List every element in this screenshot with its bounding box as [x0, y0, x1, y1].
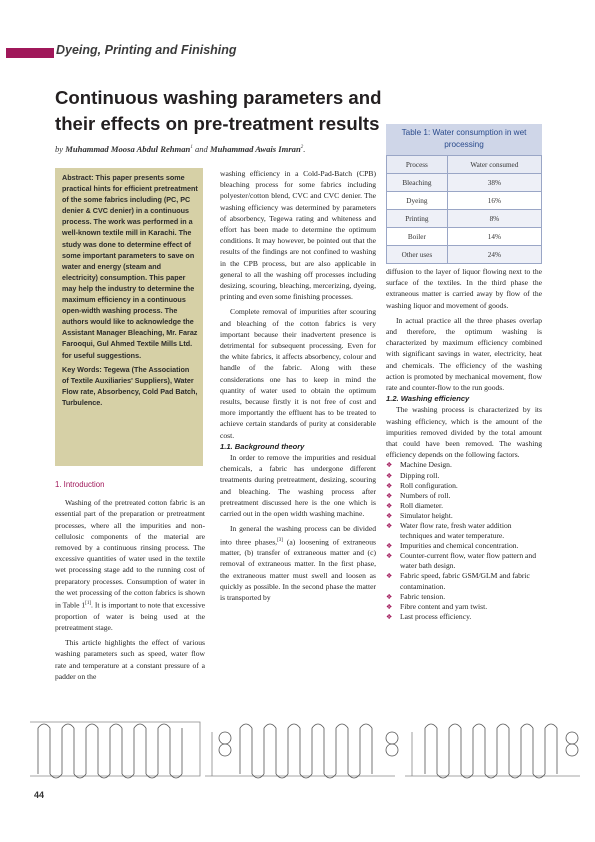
table-header-row — [387, 156, 542, 174]
list-item: ❖ Fibre content and yarn twist. — [386, 602, 542, 612]
header-process: Process — [387, 156, 448, 174]
author-2: Muhammad Awais Imran — [210, 144, 301, 154]
paragraph: The washing process is characterized by its washing efficiency, which is the amount of the impurities removed divided by the total amount that could have been removed. The washing efficiency depends on the following factors. — [386, 405, 542, 460]
table-row: Printing 8% — [387, 210, 542, 228]
table-row: Other uses 24% — [387, 246, 542, 264]
list-item: ❖ Fabric tension. — [386, 592, 542, 602]
header-water-consumed: Water consumed — [447, 156, 541, 174]
heading-washing-efficiency: 1.2. Washing efficiency — [386, 394, 470, 404]
list-item: ❖ Impurities and chemical concentration. — [386, 541, 542, 551]
article-title: Continuous washing parameters and their effects on pre-treatment results — [55, 87, 382, 134]
washing-machine-diagram — [0, 716, 595, 782]
paragraph: This article highlights the effect of various washing parameters such as speed, water flow rate and temperature at a constant pressure of a padder on the — [55, 638, 205, 681]
list-item: ❖ Machine Design. — [386, 460, 542, 470]
list-item: ❖ Dipping roll. — [386, 471, 542, 481]
list-item: ❖ Roll configuration. — [386, 481, 542, 491]
column-3 — [386, 266, 542, 622]
table — [386, 155, 542, 264]
paragraph: In order to remove the impurities and residual chemicals, a fabric has undergone different treatments during pretreatment, desizing, scouring and bleaching. The washing process after pretreatment discussed here is the one which is carried out in the open width washing machine. — [220, 453, 376, 519]
list-item: ❖ Fabric speed, fabric GSM/GLM and fabric contamination. — [386, 571, 542, 591]
list-item: ❖ Simulator height. — [386, 511, 542, 521]
list-item: ❖ Water flow rate, fresh water addition techniques and water temperature. — [386, 521, 542, 541]
paragraph: diffusion to the layer of liquor flowing next to the surface of the textiles. In the third phase the extraneous matter is carried away by flow of the washing liquor and movement of goods. — [386, 267, 542, 310]
list-item: ❖ Roll diameter. — [386, 501, 542, 511]
author-1: Muhammad Moosa Abdul Rehman — [65, 144, 191, 154]
byline: by Muhammad Moosa Abdul Rehman$^1$ and Muhammad Awais Imran$^2$. — [55, 144, 306, 154]
paragraph: In actual practice all the three phases overlap and therefore, the optimum washing is characterized by maximum efficiency combined with significant savings in water, electricity, heat and chemicals. The efficiency of the washing action is promoted by mechanical movement, flow rate and counter-flow to the run goods. — [386, 315, 542, 393]
paragraph: washing efficiency in a Cold-Pad-Batch (CPB) bleaching process for some fabrics including polyester/cotton blend, CVC and CVC denier. The washing efficiency was determined by parameters of absorbency, Tegewa rating and whiteness and effort has been made to determine the optimum conditions. It may however, be pointed out that the results of the findings are not confined to washing in the CPB process, but are also applicable in general to all the washing off processes including desizing, scouring, bleaching, mercerizing, dyeing, printing and even some finishing processes. — [220, 169, 376, 302]
table-row: Dyeing 16% — [387, 192, 542, 210]
heading-introduction: 1. Introduction — [55, 480, 105, 489]
column-1 — [55, 479, 205, 682]
water-consumption-table — [386, 124, 542, 264]
list-item: ❖ Numbers of roll. — [386, 491, 542, 501]
table-row: Boiler 14% — [387, 228, 542, 246]
table-caption: Table 1: Water consumption in wet processing — [386, 124, 542, 155]
column-2 — [220, 168, 376, 603]
heading-background-theory: 1.1. Background theory — [220, 441, 305, 451]
paragraph: In general the washing process can be divided into three phases,[3] (a) loosening of extraneous matter, (b) transfer of extraneous matter and (c) removal of extraneous matter. In the first phase, the extraneous matter must swell and loosen as quickly as possible. In the second phase the matter is transported by — [220, 524, 376, 603]
list-item: ❖ Counter-current flow, water flow pattern and water bath design. — [386, 551, 542, 571]
factor-list — [386, 460, 542, 622]
keywords: Key Words: Tegewa (The Association of Textile Auxiliaries' Suppliers), Water Flow rate, Absorbency, Cold Pad Batch, Turbulence. — [62, 364, 198, 407]
paragraph: Washing of the pretreated cotton fabric is an essential part of the preparation or pretreatment processes, where all the impurities and non-cellulosic components of the material are removed by a continuous rinsing process. The excessive quantities of water used in the textile wet processing stage add to the running cost of preparatory processes. Consumption of water in the wet processing of the cotton fabrics is shown in Table 1[1]. It is important to note that excessive proportion of water is being used at the pretreatment stage. — [55, 498, 205, 632]
table-row: Bleaching 38% — [387, 174, 542, 192]
section-label: Dyeing, Printing and Finishing — [56, 43, 237, 57]
list-item: ❖ Last process efficiency. — [386, 612, 542, 622]
abstract: Abstract: This paper presents some practical hints for efficient pretreatment of the some fabrics including (PC, PC denier & CVC denier) in a continuous process. The work was performed in a well-known textile mill in Karachi. The study was done to determine effect of some important parameters to save on water and energy (steam and electricity) consumption. This paper may help the industry to determine the maximum efficiency in a continuous open-width washing process. The authors would like to acknowledge the Assistant Manager Bleaching, Mr. Faraz Farooqui, Gul Ahmed Textile Mills Ltd. for useful suggestions. Key Words: Tegewa (The Association of Textile Auxiliaries' Suppliers), Water Flow rate, Absorbency, Cold Pad Batch, Turbulence. — [62, 173, 198, 407]
page-number: 44 — [34, 790, 45, 800]
section-color-bar — [6, 48, 54, 58]
paragraph: Complete removal of impurities after scouring and bleaching of the cotton fabrics is very important because their inadvertent presence is detrimental for subsequent processing. Even for the white fabrics, it affects absorbency, colour and handle of the fabric. Along with these considerations one has to keep in mind the quantity of water used to obtain the optimum results, because firstly it is not free of cost and more importantly the effluent has to be treated to achieve certain standards of purity at considerable cost. — [220, 307, 376, 440]
